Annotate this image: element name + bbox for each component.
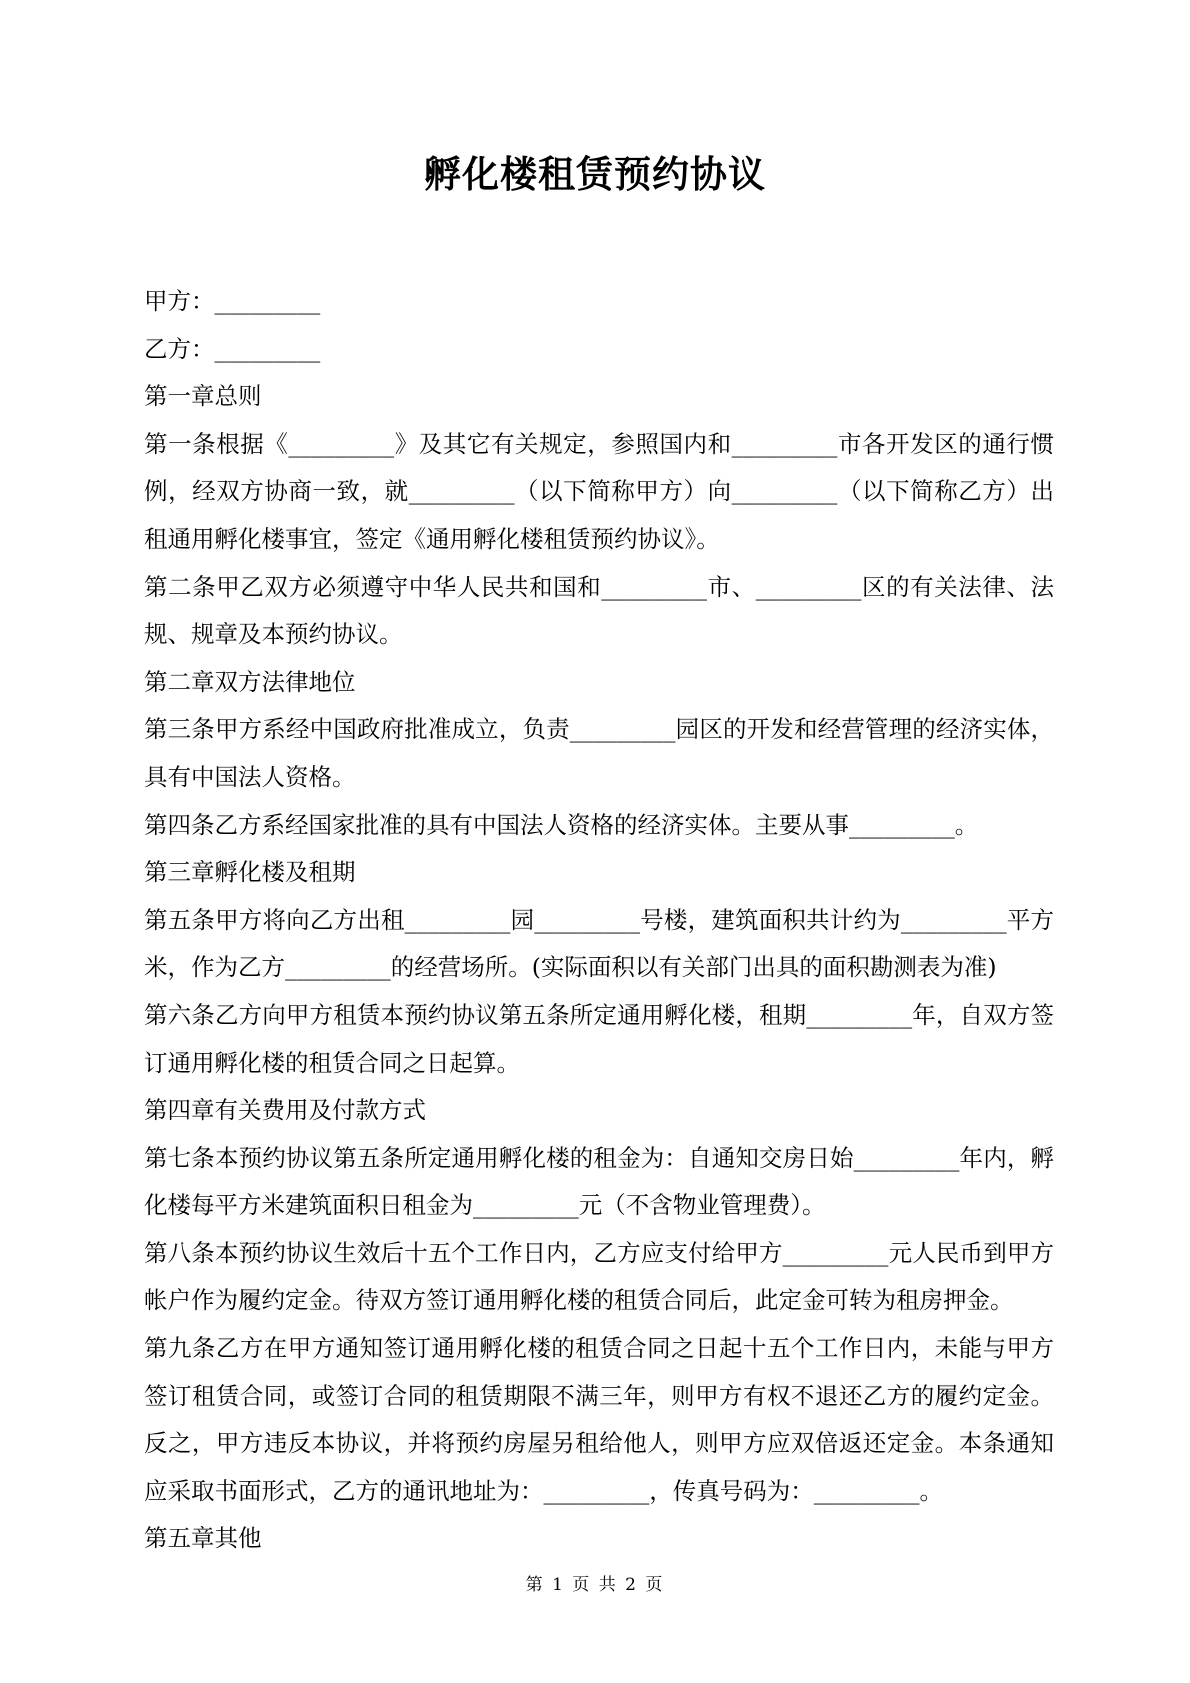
chapter-heading: 第一章总则 [144,382,262,411]
article-paragraph: 第五条甲方将向乙方出租_________园_________号楼，建筑面积共计约为_________平方米，作为乙方_________的经营场所。(实际面积以有关部门出具的面积勘测表为准) [144,905,1054,982]
party-b-line: 乙方：_________ [144,334,321,363]
article-paragraph: 第一条根据《_________》及其它有关规定，参照国内和_________市各开发区的通行惯例，经双方协商一致，就_________（以下简称甲方）向_________（以下简称乙方）出租通用孵化楼事宜，签定《通用孵化楼租赁预约协议》。 [144,429,1054,553]
document-body [144,278,1054,1563]
chapter-heading: 第二章双方法律地位 [144,667,356,696]
article-paragraph: 第八条本预约协议生效后十五个工作日内，乙方应支付给甲方_________元人民币到甲方帐户作为履约定金。待双方签订通用孵化楼的租赁合同后，此定金可转为租房押金。 [144,1238,1054,1315]
article-paragraph: 第四条乙方系经国家批准的具有中国法人资格的经济实体。主要从事_________。 [144,810,979,839]
party-a-line: 甲方：_________ [144,287,321,315]
article-paragraph: 第九条乙方在甲方通知签订通用孵化楼的租赁合同之日起十五个工作日内，未能与甲方签订租赁合同，或签订合同的租赁期限不满三年，则甲方有权不退还乙方的履约定金。反之，甲方违反本协议，并将预约房屋另租给他人，则甲方应双倍返还定金。本条通知应采取书面形式，乙方的通讯地址为：_________，传真号码为：_________。 [144,1334,1054,1505]
article-paragraph: 第三条甲方系经中国政府批准成立，负责_________园区的开发和经营管理的经济实体，具有中国法人资格。 [144,715,1054,791]
chapter-heading: 第三章孵化楼及租期 [144,858,356,887]
chapter-heading: 第五章其他 [144,1524,262,1553]
article-paragraph: 第六条乙方向甲方租赁本预约协议第五条所定通用孵化楼，租期_________年，自双方签订通用孵化楼的租赁合同之日起算。 [144,1000,1054,1077]
chapter-heading: 第四章有关费用及付款方式 [144,1096,426,1125]
document-title: 孵化楼租赁预约协议 [424,152,766,196]
page-number-footer: 第 1 页 共 2 页 [525,1575,665,1595]
article-paragraph: 第二条甲乙双方必须遵守中华人民共和国和_________市、_________区的有关法律、法规、规章及本预约协议。 [144,572,1054,649]
article-paragraph: 第七条本预约协议第五条所定通用孵化楼的租金为：自通知交房日始_________年内，孵化楼每平方米建筑面积日租金为_________元（不含物业管理费）。 [144,1143,1054,1220]
